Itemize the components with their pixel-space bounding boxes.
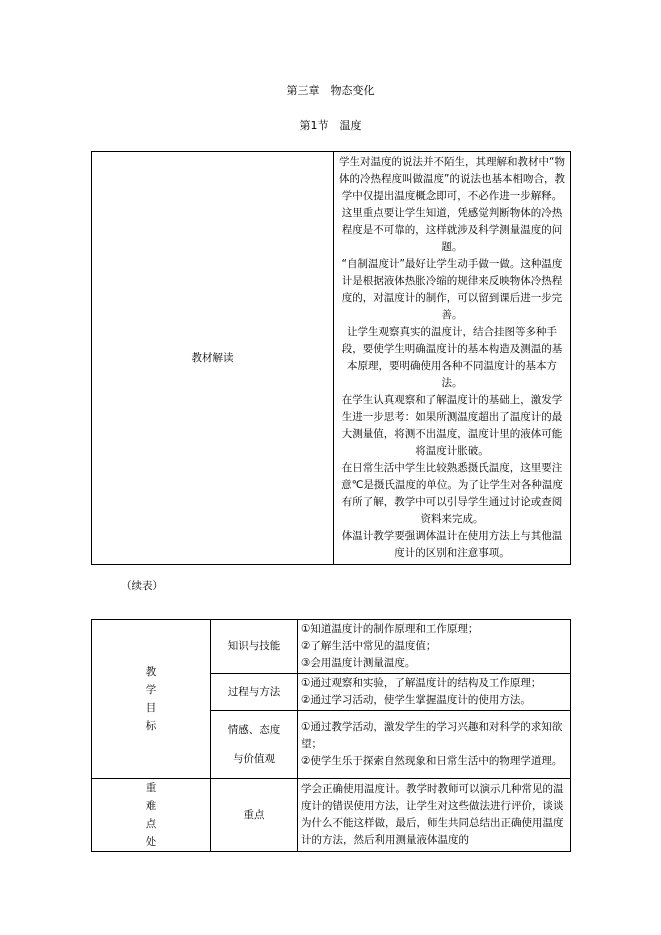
knowledge-label: 知识与技能	[211, 620, 298, 674]
analysis-paragraph: 学生对温度的说法并不陌生，其理解和教材中“物体的冷热程度叫做温度”的说法也基本相吻合，教学中仅提出温度概念即可，不必作进一步解释。这里重点要让学生知道，凭感觉判断物体的冷热程度是不可靠的，这样就涉及科学测量温度的问题。	[339, 156, 565, 253]
textbook-analysis-table	[91, 151, 571, 565]
analysis-label: 教材解读	[92, 152, 334, 565]
key-point-label: 重点	[211, 779, 298, 852]
chapter-title: 第三章 物态变化	[286, 84, 375, 97]
analysis-paragraph: 让学生观察真实的温度计，结合挂图等多种手段，要使学生明确温度计的基本构造及测温的基本原理，要明确使用各种不同温度计的基本方法。	[341, 326, 563, 389]
analysis-content	[334, 152, 571, 565]
table-row	[92, 152, 571, 565]
list-item: ②了解生活中常见的温度值；	[301, 640, 437, 652]
emotion-label: 情感、态度 与价值观	[211, 711, 298, 779]
table-row	[92, 779, 571, 852]
list-item: ①通过观察和实验，了解温度计的结构及工作原理；	[301, 677, 542, 689]
knowledge-content	[298, 620, 571, 674]
list-item: ①通过教学活动，激发学生的学习兴趣和对科学的求知欲望；	[301, 721, 563, 750]
continued-note: （续表）	[121, 580, 163, 592]
key-point-content: 学会正确使用温度计。教学时教师可以演示几种常见的温度计的错误使用方法，让学生对这些做法进行评价，谈谈为什么不能这样做，最后，师生共同总结出正确使用温度计的方法，然后利用测量液体温度的	[298, 779, 571, 852]
process-content	[298, 674, 571, 711]
analysis-paragraph: “自制温度计”最好让学生动手做一做。这种温度计是根据液体热胀冷缩的规律来反映物体冷热程度的，对温度计的制作，可以留到课后进一步完善。	[341, 258, 563, 321]
list-item: ②使学生乐于探索自然现象和日常生活中的物理学道理。	[301, 755, 563, 767]
section-title: 第1节 温度	[299, 119, 362, 132]
list-item: ②通过学习活动，使学生掌握温度计的使用方法。	[301, 694, 531, 706]
analysis-paragraph: 在日常生活中学生比较熟悉摄氏温度，这里要注意℃是摄氏温度的单位。为了让学生对各种温度有所了解，教学中可以引导学生通过讨论或查阅资料来完成。	[341, 462, 563, 525]
table-row	[92, 620, 571, 674]
key-section-label: 重 难 点 处	[92, 779, 211, 852]
list-item: ①知道温度计的制作原理和工作原理；	[301, 623, 479, 635]
analysis-paragraph: 体温计教学要强调体温计在使用方法上与其他温度计的区别和注意事项。	[341, 530, 563, 559]
goals-label: 教 学 目 标	[92, 620, 211, 779]
process-label: 过程与方法	[211, 674, 298, 711]
list-item: ③会用温度计测量温度。	[301, 657, 416, 669]
emotion-content	[298, 711, 571, 779]
teaching-goals-table	[91, 619, 571, 852]
analysis-paragraph: 在学生认真观察和了解温度计的基础上，激发学生进一步思考：如果所测温度超出了温度计的最大测量值，将测不出温度，温度计里的液体可能将温度计胀破。	[341, 394, 563, 457]
